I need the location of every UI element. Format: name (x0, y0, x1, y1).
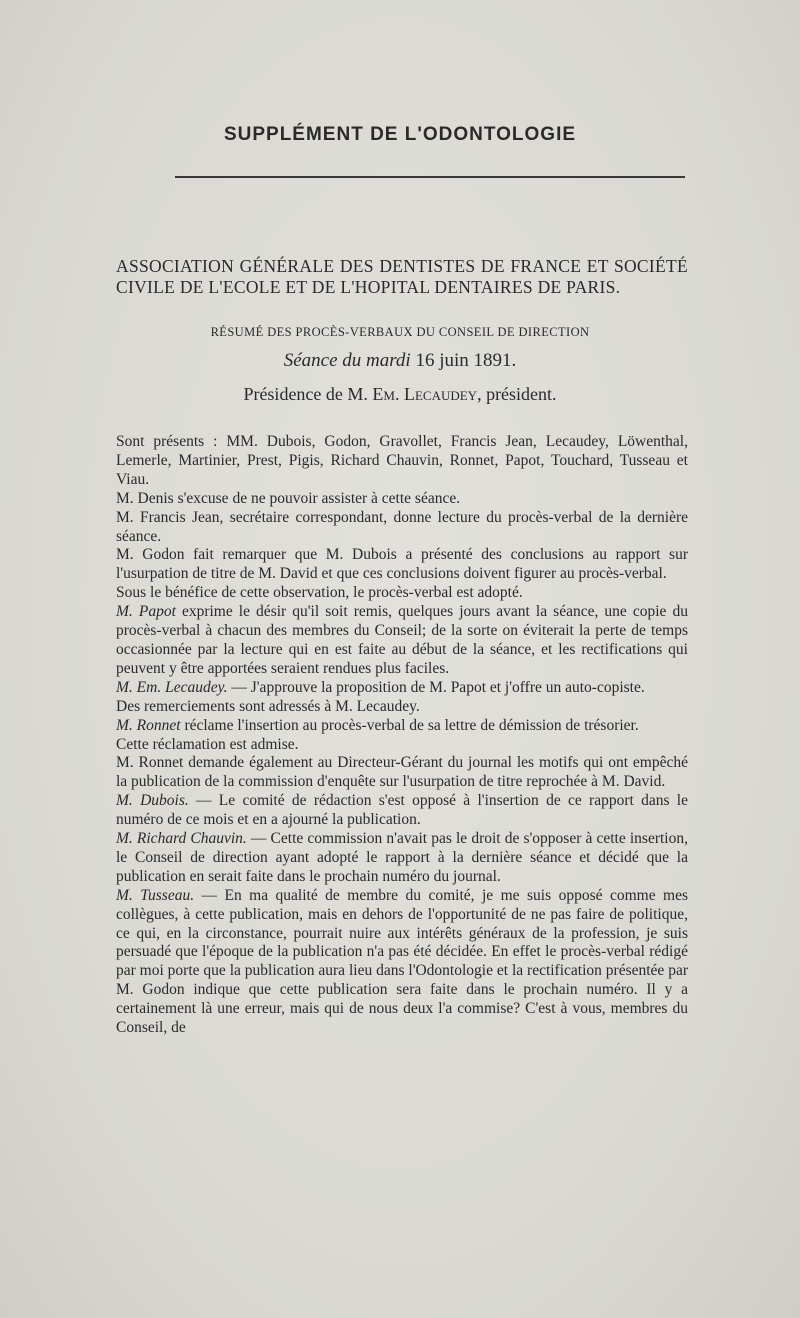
paragraph-text: M. Denis s'excuse de ne pouvoir assister à cette séance. (116, 489, 461, 507)
paragraph-text: M. Godon fait remarquer que M. Dubois a présenté des conclusions au rapport sur l'usurpation de titre de M. David et que ces conclusions doivent figurer au procès-verbal. (116, 546, 688, 583)
paragraph (116, 887, 688, 1038)
speaker-name: M. Tusseau. (116, 886, 195, 904)
header-rule (175, 176, 685, 178)
article-title: ASSOCIATION GÉNÉRALE DES DENTISTES DE FRANCE ET SOCIÉTÉ CIVILE DE L'ECOLE ET DE L'HOPITAL DENTAIRES DE PARIS. (116, 256, 688, 297)
paragraph (116, 603, 688, 679)
paragraph (116, 830, 688, 887)
paragraph (116, 509, 688, 547)
paragraph (116, 736, 688, 755)
paragraph (116, 679, 688, 698)
speaker-name: M. Papot (116, 603, 176, 621)
presidency-before: Présidence de M. (243, 384, 373, 404)
paragraph (116, 490, 688, 509)
president-name: Em. Lecaudey (372, 384, 478, 404)
session-label: Séance du mardi (283, 350, 411, 371)
paragraph (116, 717, 688, 736)
paragraph (116, 698, 688, 717)
paragraph-text: réclame l'insertion au procès-verbal de sa lettre de démission de trésorier. (180, 716, 639, 734)
paragraph-text: — J'approuve la proposition de M. Papot et j'offre un auto-copiste. (227, 678, 645, 696)
speaker-name: M. Dubois. (116, 792, 189, 810)
paragraph-text: Sous le bénéfice de cette observation, le procès-verbal est adopté. (116, 584, 523, 602)
presidency-after: , président. (477, 384, 557, 404)
paragraph-text: — En ma qualité de membre du comité, je me suis opposé comme mes collègues, à cette publication, mais en dehors de l'opportunité de ne pas faire de politique, ce qui, en la circonstance, pourrait nuire aux intérêts généraux de la profession, je suis persuadé que l'époque de la publication n'a pas été décidée. En effet le procès-verbal rédigé par moi porte que la publication aura lieu dans l'Odontologie et la rectification présentée par M. Godon indique que cette publication sera faite dans le prochain numéro. Il y a certainement là une erreur, mais qui de nous deux l'a commise? C'est à vous, membres du Conseil, de (116, 886, 688, 1037)
presidency-line (0, 384, 800, 405)
session-date: 16 juin 1891. (415, 350, 517, 371)
speaker-name: M. Richard Chauvin. (116, 830, 247, 848)
summary-heading: RÉSUMÉ DES PROCÈS-VERBAUX DU CONSEIL DE DIRECTION (210, 325, 590, 339)
speaker-name: M. Em. Lecaudey. (116, 678, 228, 696)
speaker-name: M. Ronnet (116, 716, 181, 734)
paragraph (116, 754, 688, 792)
session-line (0, 350, 800, 372)
minutes-body (116, 433, 688, 1038)
running-head: SUPPLÉMENT DE L'ODONTOLOGIE (223, 124, 577, 145)
paragraph-text: exprime le désir qu'il soit remis, quelques jours avant la séance, une copie du procès-verbal à chacun des membres du Conseil; de la sorte on éviterait la perte de temps occasionnée par la lecture qui en est faite au début de la séance, et les rectifications qui peuvent y être apportées seraient rendues plus faciles. (116, 603, 689, 677)
paragraph (116, 433, 688, 490)
paragraph-text: — Cette commission n'avait pas le droit de s'opposer à cette insertion, le Conseil de direction ayant adopté le rapport à la dernière séance et décidé que la publication en serait faite dans le prochain numéro du journal. (116, 830, 688, 885)
paragraph-text: Des remerciements sont adressés à M. Lecaudey. (116, 697, 420, 715)
paragraph (116, 584, 688, 603)
paragraph-text: Sont présents : MM. Dubois, Godon, Gravollet, Francis Jean, Lecaudey, Löwenthal, Lemerle, Martinier, Prest, Pigis, Richard Chauvin, Ronnet, Papot, Touchard, Tusseau et Viau. (116, 433, 688, 488)
paragraph (116, 546, 688, 584)
paragraph-text: M. Ronnet demande également au Directeur-Gérant du journal les motifs qui ont empêché la publication de la commission d'enquête sur l'usurpation de titre reprochée à M. David. (116, 754, 688, 791)
paragraph-text: Cette réclamation est admise. (116, 735, 299, 753)
paragraph (116, 792, 688, 830)
paragraph-text: — Le comité de rédaction s'est opposé à l'insertion de ce rapport dans le numéro de ce mois et en a ajourné la publication. (116, 792, 688, 829)
paragraph-text: M. Francis Jean, secrétaire correspondant, donne lecture du procès-verbal de la dernière séance. (116, 508, 688, 545)
